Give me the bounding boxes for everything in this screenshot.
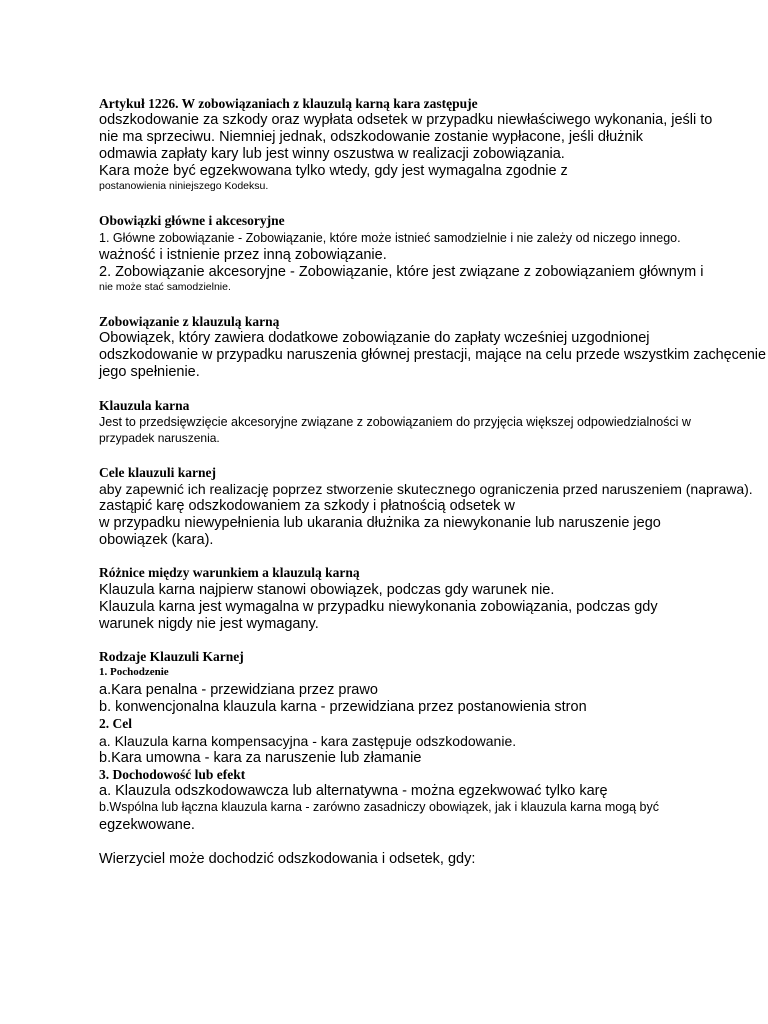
goals-line: aby zapewnić ich realizację poprzez stworzenie skutecznego ograniczenia przed naruszeniem (naprawa).: [99, 481, 753, 497]
goals-heading: Cele klauzuli karnej: [99, 465, 216, 480]
penal-clause-line: przypadek naruszenia.: [99, 431, 220, 445]
types-origin-line: a.Kara penalna - przewidziana przez prawo: [99, 682, 378, 698]
obligations-line: 1. Główne zobowiązanie - Zobowiązanie, które może istnieć samodzielnie i nie zależy od niczego innego.: [99, 231, 681, 245]
differences-line: warunek nigdy nie jest wymagany.: [99, 616, 319, 632]
differences-heading: Różnice między warunkiem a klauzulą karną: [99, 565, 360, 580]
article-line: nie ma sprzeciwu. Niemniej jednak, odszkodowanie zostanie wypłacone, jeśli dłużnik: [99, 129, 644, 145]
obligations-heading: Obowiązki główne i akcesoryjne: [99, 213, 285, 228]
final-line: Wierzyciel może dochodzić odszkodowania i odsetek, gdy:: [99, 851, 476, 867]
goals-line: zastąpić karę odszkodowaniem za szkody i płatnością odsetek w: [99, 498, 515, 514]
types-origin-line: b. konwencjonalna klauzula karna - przewidziana przez postanowienia stron: [99, 699, 587, 715]
types-effect-heading: 3. Dochodowość lub efekt: [99, 767, 246, 782]
obligations-line: ważność i istnienie przez inną zobowiązanie.: [99, 247, 387, 263]
types-effect-line: a. Klauzula odszkodowawcza lub alternatywna - można egzekwować tylko karę: [99, 783, 608, 799]
penal-obligation-line: jego spełnienie.: [99, 364, 200, 380]
article-line: postanowienia niniejszego Kodeksu.: [99, 180, 269, 192]
penal-obligation-heading: Zobowiązanie z klauzulą karną: [99, 314, 280, 329]
goals-line: obowiązek (kara).: [99, 532, 214, 548]
article-line: Kara może być egzekwowana tylko wtedy, gdy jest wymagalna zgodnie z: [99, 163, 568, 179]
types-goal-line: b.Kara umowna - kara za naruszenie lub złamanie: [99, 750, 422, 766]
obligations-line: nie może stać samodzielnie.: [99, 281, 231, 293]
penal-obligation-line: Obowiązek, który zawiera dodatkowe zobowiązanie do zapłaty wcześniej uzgodnionej: [99, 330, 650, 346]
types-origin-heading: 1. Pochodzenie: [99, 666, 169, 678]
penal-obligation-line: odszkodowanie w przypadku naruszenia głównej prestacji, mające na celu przede wszystkim zachęcenie: [99, 347, 766, 363]
types-effect-line: b.Wspólna lub łączna klauzula karna - zarówno zasadniczy obowiązek, jak i klauzula karna mogą być: [99, 800, 660, 814]
differences-line: Klauzula karna najpierw stanowi obowiązek, podczas gdy warunek nie.: [99, 582, 555, 598]
differences-line: Klauzula karna jest wymagalna w przypadku niewykonania zobowiązania, podczas gdy: [99, 599, 658, 615]
types-goal-heading: 2. Cel: [99, 716, 132, 731]
types-goal-line: a. Klauzula karna kompensacyjna - kara zastępuje odszkodowanie.: [99, 733, 517, 749]
article-line: odszkodowanie za szkody oraz wypłata odsetek w przypadku niewłaściwego wykonania, jeśli to: [99, 112, 713, 128]
penal-clause-line: Jest to przedsięwzięcie akcesoryjne związane z zobowiązaniem do przyjęcia większej odpowiedzialności w: [99, 415, 691, 429]
types-effect-line: egzekwowane.: [99, 817, 195, 833]
goals-line: w przypadku niewypełnienia lub ukarania dłużnika za niewykonanie lub naruszenie jego: [99, 515, 661, 531]
types-heading: Rodzaje Klauzuli Karnej: [99, 649, 244, 664]
article-heading: Artykuł 1226. W zobowiązaniach z klauzulą karną kara zastępuje: [99, 96, 478, 111]
obligations-line: 2. Zobowiązanie akcesoryjne - Zobowiązanie, które jest związane z zobowiązaniem głównym i: [99, 264, 704, 280]
penal-clause-heading: Klauzula karna: [99, 398, 190, 413]
article-line: odmawia zapłaty kary lub jest winny oszustwa w realizacji zobowiązania.: [99, 146, 565, 162]
